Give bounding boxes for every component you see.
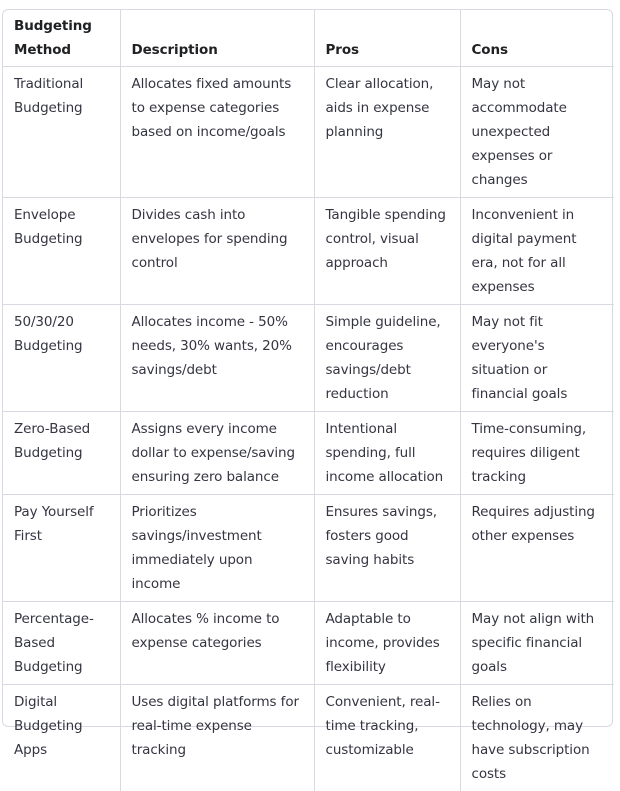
cell-pros: Convenient, real-time tracking, customizable: [314, 685, 460, 791]
cell-method: Zero-Based Budgeting: [3, 412, 120, 495]
cell-description: Prioritizes savings/investment immediately upon income: [120, 495, 314, 602]
cell-cons: Relies on technology, may have subscription costs: [460, 685, 614, 791]
cell-method: Traditional Budgeting: [3, 67, 120, 198]
cell-description: Divides cash into envelopes for spending control: [120, 198, 314, 305]
table-row: [3, 685, 614, 791]
cell-cons: May not fit everyone's situation or financial goals: [460, 305, 614, 412]
table-row: [3, 305, 614, 412]
header-pros: Pros: [314, 10, 460, 67]
cell-description: Allocates income - 50% needs, 30% wants, 20% savings/debt: [120, 305, 314, 412]
table-header-row: [3, 10, 614, 67]
cell-cons: May not align with specific financial goals: [460, 602, 614, 685]
cell-cons: Inconvenient in digital payment era, not for all expenses: [460, 198, 614, 305]
cell-pros: Ensures savings, fosters good saving habits: [314, 495, 460, 602]
cell-pros: Clear allocation, aids in expense planning: [314, 67, 460, 198]
cell-method: Percentage-Based Budgeting: [3, 602, 120, 685]
header-cons: Cons: [460, 10, 614, 67]
budgeting-table-container: [2, 9, 613, 727]
table-row: [3, 412, 614, 495]
cell-pros: Intentional spending, full income allocation: [314, 412, 460, 495]
cell-description: Allocates fixed amounts to expense categories based on income/goals: [120, 67, 314, 198]
table-row: [3, 67, 614, 198]
cell-method: Envelope Budgeting: [3, 198, 120, 305]
table-row: [3, 602, 614, 685]
header-description: Description: [120, 10, 314, 67]
table-row: [3, 495, 614, 602]
cell-cons: May not accommodate unexpected expenses or changes: [460, 67, 614, 198]
cell-pros: Adaptable to income, provides flexibility: [314, 602, 460, 685]
cell-method: Digital Budgeting Apps: [3, 685, 120, 791]
cell-method: 50/30/20 Budgeting: [3, 305, 120, 412]
budgeting-methods-table: [3, 10, 614, 791]
cell-description: Assigns every income dollar to expense/saving ensuring zero balance: [120, 412, 314, 495]
cell-cons: Requires adjusting other expenses: [460, 495, 614, 602]
cell-description: Uses digital platforms for real-time expense tracking: [120, 685, 314, 791]
cell-pros: Simple guideline, encourages savings/debt reduction: [314, 305, 460, 412]
cell-description: Allocates % income to expense categories: [120, 602, 314, 685]
cell-cons: Time-consuming, requires diligent tracking: [460, 412, 614, 495]
cell-pros: Tangible spending control, visual approach: [314, 198, 460, 305]
cell-method: Pay Yourself First: [3, 495, 120, 602]
table-row: [3, 198, 614, 305]
header-budgeting-method: Budgeting Method: [3, 10, 120, 67]
